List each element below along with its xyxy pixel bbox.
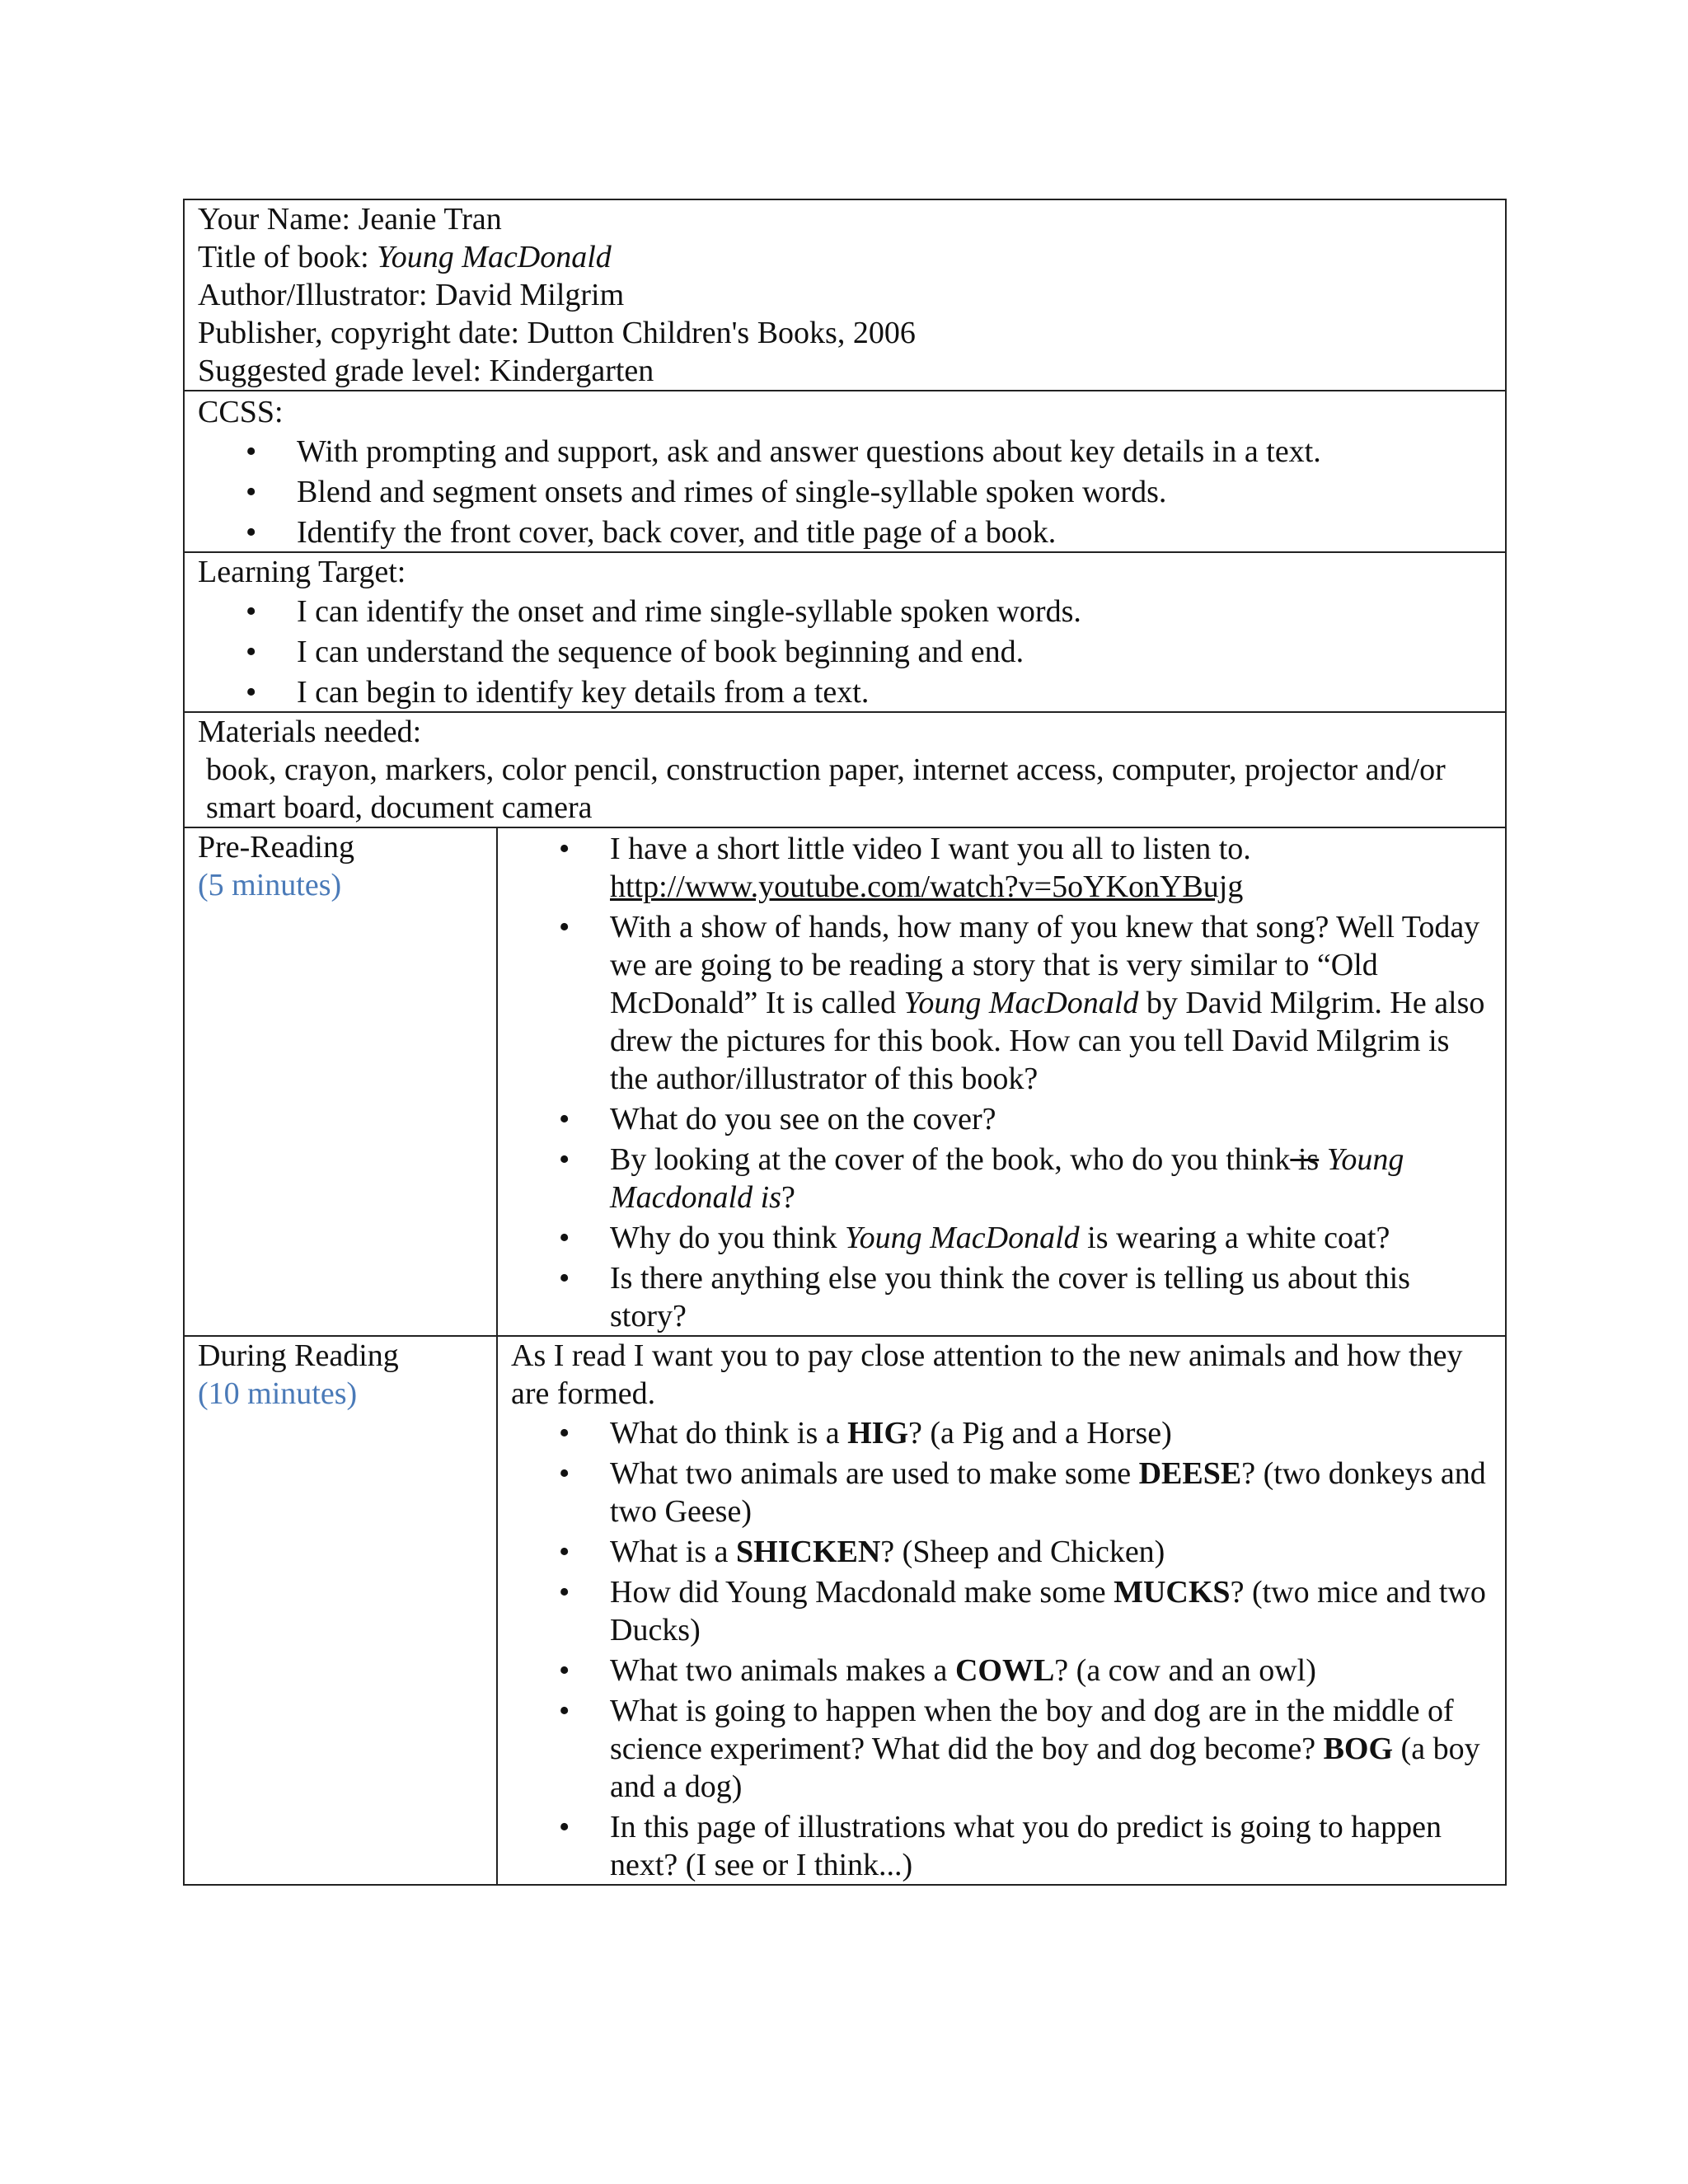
your-name-line: Your Name: Jeanie Tran [198,202,502,237]
youtube-video-link[interactable]: http://www.youtube.com/watch?v=5oYKonYBujg [610,869,1244,904]
strikethrough-text: is [1290,1142,1320,1177]
book-title-line: Title of book: Young MacDonald [198,240,612,274]
pre-reading-content-cell [497,827,1506,1336]
book-title-value: Young MacDonald [377,240,612,274]
during-reading-question: • What is going to happen when the boy and dog are in the middle of science experiment? What did the boy and dog become? BOG (a boy and a dog) [610,1692,1492,1806]
during-reading-time: (10 minutes) [198,1376,358,1411]
grade-level-line: Suggested grade level: Kindergarten [198,354,654,388]
during-reading-question: • What two animals are used to make some DEESE? (two donkeys and two Geese) [610,1455,1492,1530]
pre-reading-item: • Why do you think Young MacDonald is wearing a white coat? [610,1219,1492,1257]
ccss-item: • Identify the front cover, back cover, and title page of a book. [297,513,1492,551]
pre-reading-item: • I have a short little video I want you all to listen to. http://www.youtube.com/watch?v=5oYKonYBujg [610,830,1492,906]
lesson-plan-table [183,199,1507,1886]
pre-reading-label: Pre-Reading [198,830,354,865]
pre-reading-label-cell [184,827,497,1336]
during-reading-intro: As I read I want you to pay close attention to the new animals and how they are formed. [511,1338,1463,1411]
ccss-list [198,431,1492,551]
materials-text: book, crayon, markers, color pencil, construction paper, internet access, computer, projector and/or smart board, document camera [206,752,1446,825]
pre-reading-item: • By looking at the cover of the book, who do you think is Young Macdonald is? [610,1141,1492,1216]
during-reading-question: • What do think is a HIG? (a Pig and a Horse) [610,1414,1492,1452]
learning-target-item: • I can begin to identify key details from a text. [297,673,1492,711]
ccss-label: CCSS: [198,395,284,429]
learning-target-item: • I can understand the sequence of book beginning and end. [297,633,1492,671]
book-title-italic: Young MacDonald [903,986,1139,1020]
ccss-row [184,391,1506,552]
pre-reading-item: • What do you see on the cover? [610,1100,1492,1138]
pre-reading-item: • Is there anything else you think the cover is telling us about this story? [610,1259,1492,1335]
during-reading-question: • How did Young Macdonald make some MUCKS? (two mice and two Ducks) [610,1573,1492,1649]
during-reading-list [511,1413,1492,1884]
during-reading-row [184,1336,1506,1885]
author-value: David Milgrim [435,278,625,312]
pre-reading-list [511,828,1492,1335]
during-reading-label: During Reading [198,1338,399,1373]
during-reading-content-cell [497,1336,1506,1885]
publisher-value: Dutton Children's Books, 2006 [527,316,916,350]
learning-target-row [184,552,1506,712]
author-line: Author/Illustrator: David Milgrim [198,278,625,312]
pre-reading-item: • With a show of hands, how many of you knew that song? Well Today we are going to be reading a story that is very similar to “Old McDonald” It is called Young MacDonald by David Milgrim. He also drew the pictures for this book. How can you tell David Milgrim is the author/illustrator of this book? [610,908,1492,1098]
learning-target-item: • I can identify the onset and rime single-syllable spoken words. [297,593,1492,630]
learning-target-list [198,591,1492,711]
book-info-row [184,199,1506,391]
during-reading-question: • In this page of illustrations what you do predict is going to happen next? (I see or I think...) [610,1808,1492,1884]
grade-level-value: Kindergarten [489,354,654,388]
materials-label: Materials needed: [198,715,422,749]
ccss-item: • Blend and segment onsets and rimes of single-syllable spoken words. [297,473,1492,511]
materials-row [184,712,1506,827]
ccss-cell [184,391,1506,552]
pre-reading-time: (5 minutes) [198,868,342,902]
during-reading-label-cell [184,1336,497,1885]
during-reading-question: • What two animals makes a COWL? (a cow and an owl) [610,1652,1492,1690]
book-info-cell [184,199,1506,391]
during-reading-question: • What is a SHICKEN? (Sheep and Chicken) [610,1533,1492,1571]
publisher-line: Publisher, copyright date: Dutton Children's Books, 2006 [198,316,916,350]
learning-target-cell [184,552,1506,712]
pre-reading-row [184,827,1506,1336]
your-name-value: Jeanie Tran [358,202,502,237]
learning-target-label: Learning Target: [198,555,406,589]
materials-cell [184,712,1506,827]
ccss-item: • With prompting and support, ask and answer questions about key details in a text. [297,433,1492,471]
